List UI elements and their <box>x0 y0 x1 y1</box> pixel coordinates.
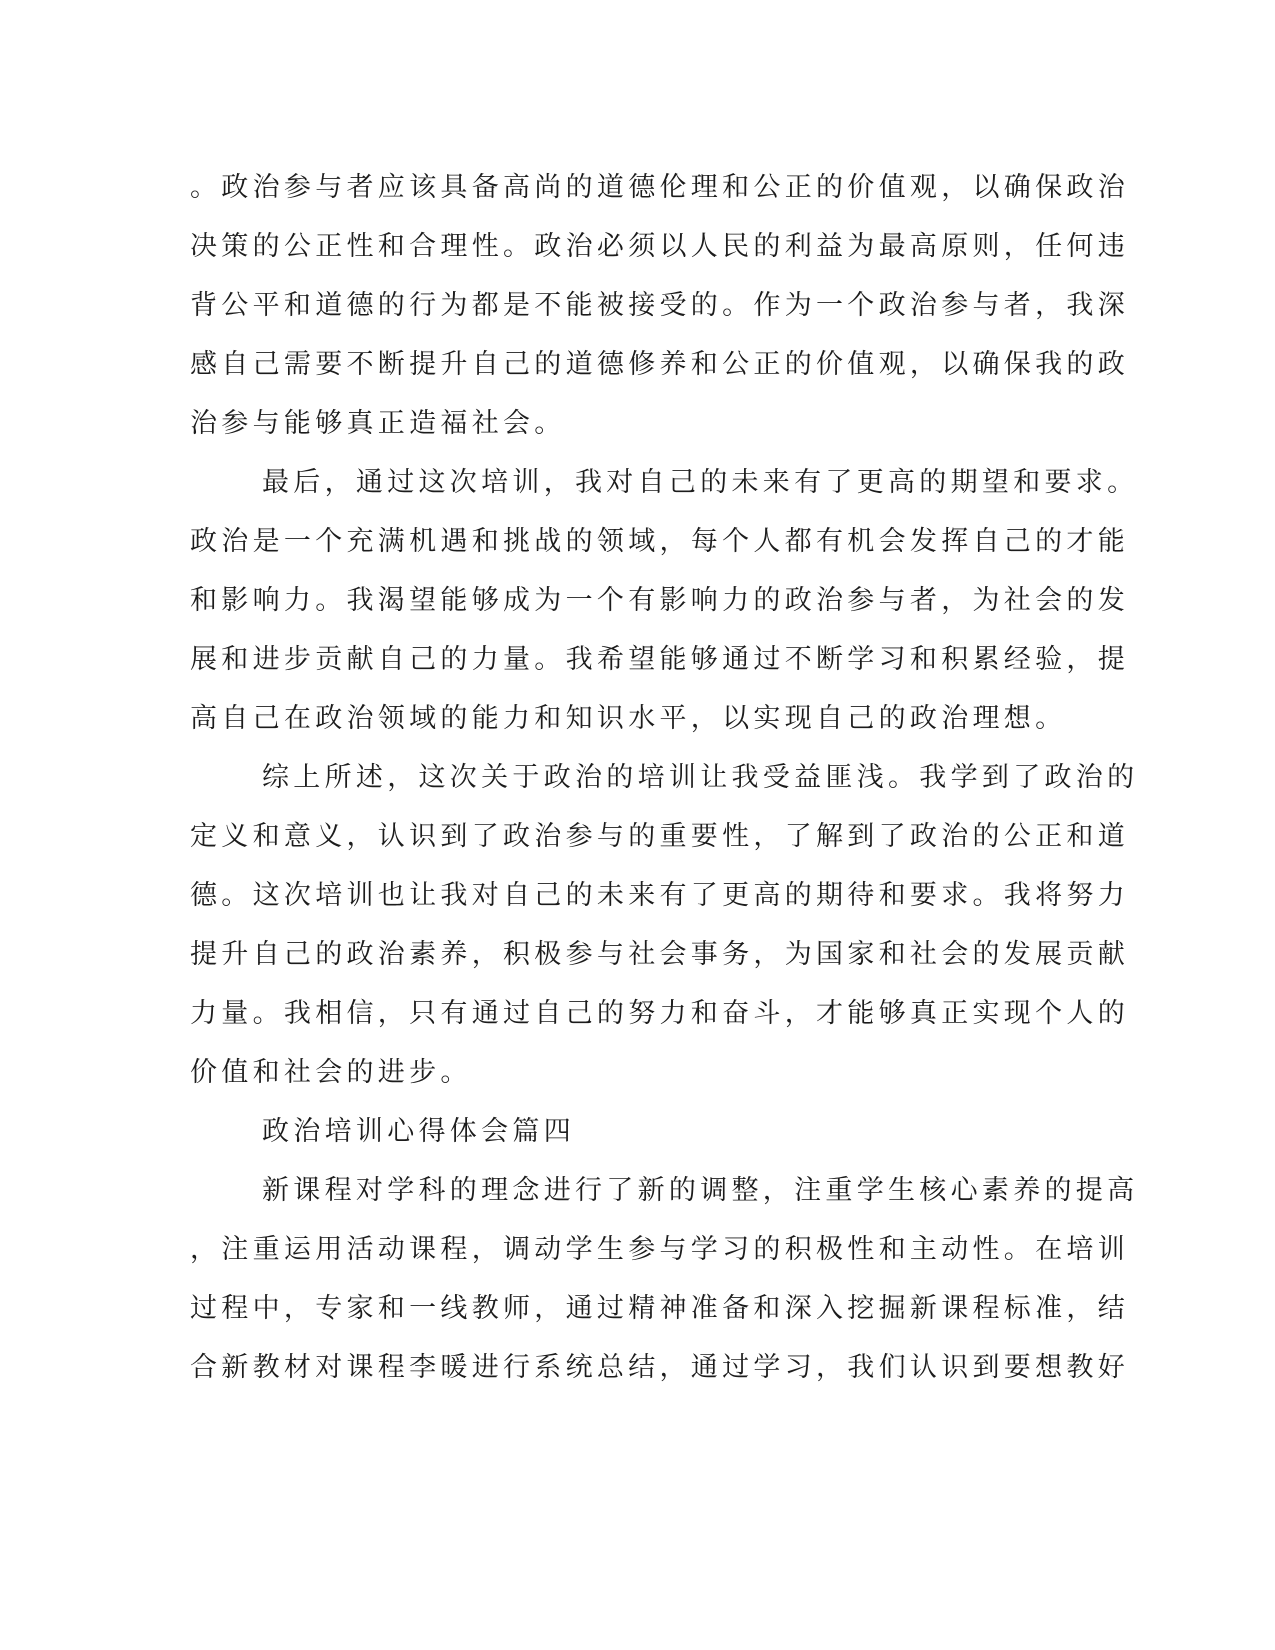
paragraph-line: 综上所述，这次关于政治的培训让我受益匪浅。我学到了政治的 <box>262 762 1139 793</box>
paragraph-line: 定义和意义，认识到了政治参与的重要性，了解到了政治的公正和道 <box>190 821 1129 852</box>
paragraph-line: 和影响力。我渴望能够成为一个有影响力的政治参与者，为社会的发 <box>190 585 1129 616</box>
paragraph-line: 政治是一个充满机遇和挑战的领域，每个人都有机会发挥自己的才能 <box>190 526 1129 557</box>
paragraph-line: 过程中，专家和一线教师，通过精神准备和深入挖掘新课程标准，结 <box>190 1293 1129 1324</box>
paragraph-line: 合新教材对课程李暖进行系统总结，通过学习，我们认识到要想教好 <box>190 1352 1129 1383</box>
section-heading: 政治培训心得体会篇四 <box>262 1116 575 1147</box>
paragraph-line: 决策的公正性和合理性。政治必须以人民的利益为最高原则，任何违 <box>190 231 1129 262</box>
paragraph-line: 价值和社会的进步。 <box>190 1057 472 1088</box>
paragraph-line: 展和进步贡献自己的力量。我希望能够通过不断学习和积累经验，提 <box>190 644 1129 675</box>
paragraph-line: 感自己需要不断提升自己的道德修养和公正的价值观，以确保我的政 <box>190 349 1129 380</box>
paragraph-line: 力量。我相信，只有通过自己的努力和奋斗，才能够真正实现个人的 <box>190 998 1129 1029</box>
paragraph-line: ，注重运用活动课程，调动学生参与学习的积极性和主动性。在培训 <box>190 1234 1129 1265</box>
paragraph-line: 最后，通过这次培训，我对自己的未来有了更高的期望和要求。 <box>262 467 1139 498</box>
paragraph-line: 高自己在政治领域的能力和知识水平，以实现自己的政治理想。 <box>190 703 1067 734</box>
paragraph-line: 新课程对学科的理念进行了新的调整，注重学生核心素养的提高 <box>262 1175 1139 1206</box>
paragraph-line: 德。这次培训也让我对自己的未来有了更高的期待和要求。我将努力 <box>190 880 1129 911</box>
paragraph-line: 。政治参与者应该具备高尚的道德伦理和公正的价值观，以确保政治 <box>190 172 1129 203</box>
paragraph-line: 治参与能够真正造福社会。 <box>190 408 566 439</box>
paragraph-line: 提升自己的政治素养，积极参与社会事务，为国家和社会的发展贡献 <box>190 939 1129 970</box>
paragraph-line: 背公平和道德的行为都是不能被接受的。作为一个政治参与者，我深 <box>190 290 1129 321</box>
